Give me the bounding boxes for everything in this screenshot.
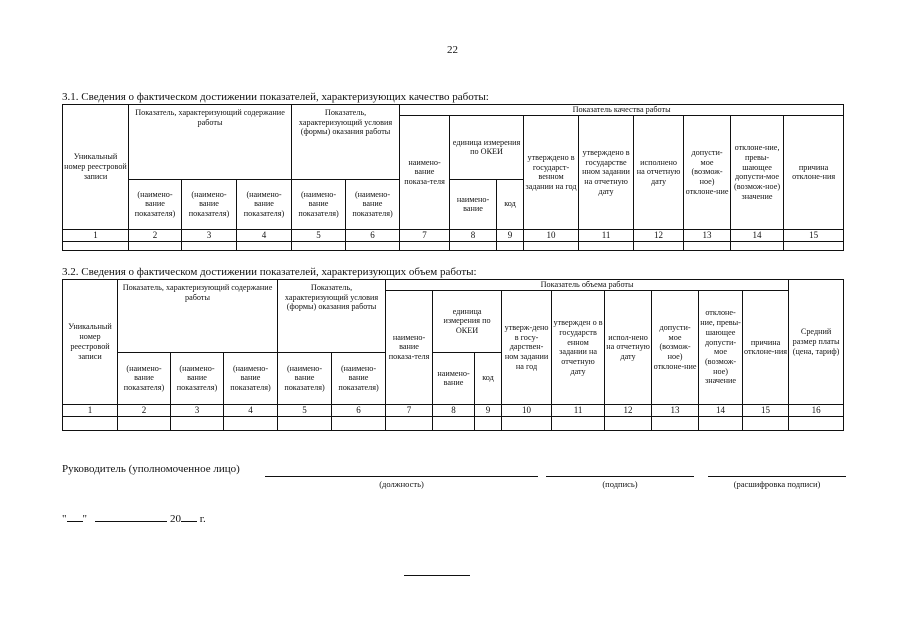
- data-cell[interactable]: [346, 241, 400, 250]
- section-title-volume: 3.2. Сведения о фактическом достижении показателей, характеризующих объем работы:: [62, 266, 477, 278]
- data-cell[interactable]: [652, 416, 699, 430]
- header-executed: исполнено на отчетную дату: [634, 115, 684, 229]
- column-number: 14: [699, 404, 743, 416]
- header-code: код: [475, 352, 502, 404]
- column-number: 3: [171, 404, 224, 416]
- column-number: 14: [731, 229, 784, 241]
- header-name: наимено-вание показа-теля: [386, 290, 433, 404]
- header-sub-name: (наимено-вание показателя): [346, 179, 400, 229]
- column-number: 16: [789, 404, 844, 416]
- data-cell[interactable]: [129, 241, 182, 250]
- decoding-field[interactable]: [708, 476, 846, 477]
- data-cell[interactable]: [605, 416, 652, 430]
- column-number: 10: [502, 404, 552, 416]
- header-sub-name: (наимено-вание показателя): [224, 352, 278, 404]
- column-number: 11: [552, 404, 605, 416]
- year-prefix: 20: [170, 513, 181, 525]
- data-cell[interactable]: [497, 241, 524, 250]
- header-deviation-allowed: допусти-мое (возмож-ное) отклоне-ние: [684, 115, 731, 229]
- header-deviation-allowed: допусти-мое (возмож-ное) отклоне-ние: [652, 290, 699, 404]
- column-number: 10: [524, 229, 579, 241]
- header-reason: причина отклоне-ния: [743, 290, 789, 404]
- position-caption: (должность): [379, 479, 424, 489]
- column-number: 4: [224, 404, 278, 416]
- decoding-caption: (расшифровка подписи): [733, 479, 821, 489]
- volume-table: [62, 279, 844, 431]
- data-cell[interactable]: [224, 416, 278, 430]
- column-number: 7: [386, 404, 433, 416]
- header-sub-name: (наимено-вание показателя): [171, 352, 224, 404]
- header-sub-name: (наимено-вание показателя): [332, 352, 386, 404]
- data-cell[interactable]: [237, 241, 292, 250]
- column-number: 15: [784, 229, 844, 241]
- data-cell[interactable]: [699, 416, 743, 430]
- header-unit-group: единица измерения по ОКЕИ: [450, 115, 524, 179]
- table-row: [63, 416, 844, 430]
- header-deviation-exceeding: отклоне-ние, превы-шающее допусти-мое (возмож-ное) значение: [731, 115, 784, 229]
- header-unique: Уникальный номер реестровой записи: [63, 280, 118, 405]
- column-number: 15: [743, 404, 789, 416]
- page-number: 22: [447, 44, 458, 56]
- column-number: 7: [400, 229, 450, 241]
- header-sub-name: (наимено-вание показателя): [118, 352, 171, 404]
- position-field[interactable]: [265, 476, 538, 477]
- header-sub-name: (наимено-вание показателя): [182, 179, 237, 229]
- header-approved-year: утверж-дено в госу-дарствен-ном задании на год: [502, 290, 552, 404]
- table-row: [63, 241, 844, 250]
- header-approved-date: утверждено в государстве нном задании на отчетную дату: [579, 115, 634, 229]
- header-sub-name: (наимено-вание показателя): [129, 179, 182, 229]
- column-number: 8: [450, 229, 497, 241]
- data-cell[interactable]: [292, 241, 346, 250]
- data-cell[interactable]: [450, 241, 497, 250]
- column-number: 13: [652, 404, 699, 416]
- header-conditions-group: Показатель, характеризующий условия (формы) оказания работы: [292, 105, 400, 180]
- data-cell[interactable]: [386, 416, 433, 430]
- header-unit-name: наимено-вание: [450, 179, 497, 229]
- data-cell[interactable]: [278, 416, 332, 430]
- column-number: 12: [605, 404, 652, 416]
- header-unit-name: наимено-вание: [433, 352, 475, 404]
- column-number: 6: [332, 404, 386, 416]
- month-field[interactable]: [95, 511, 167, 522]
- column-number: 13: [684, 229, 731, 241]
- data-cell[interactable]: [784, 241, 844, 250]
- column-number: 5: [292, 229, 346, 241]
- data-cell[interactable]: [524, 241, 579, 250]
- data-cell[interactable]: [433, 416, 475, 430]
- data-cell[interactable]: [552, 416, 605, 430]
- header-avg-fee: Средний размер платы (цена, тариф): [789, 280, 844, 405]
- header-content-group: Показатель, характеризующий содержание работы: [118, 280, 278, 353]
- data-cell[interactable]: [332, 416, 386, 430]
- header-reason: причина отклоне-ния: [784, 115, 844, 229]
- column-number: 1: [63, 404, 118, 416]
- header-name: наимено-вание показа-теля: [400, 115, 450, 229]
- data-cell[interactable]: [63, 241, 129, 250]
- data-cell[interactable]: [789, 416, 844, 430]
- header-sub-name: (наимено-вание показателя): [237, 179, 292, 229]
- header-executed: испол-нено на отчетную дату: [605, 290, 652, 404]
- open-quote: ": [62, 513, 67, 525]
- signature-label: Руководитель (уполномоченное лицо): [62, 463, 240, 475]
- column-numbers-row: [63, 229, 844, 241]
- header-sub-name: (наимено-вание показателя): [278, 352, 332, 404]
- header-code: код: [497, 179, 524, 229]
- header-unit-group: единица измерения по ОКЕИ: [433, 290, 502, 352]
- column-number: 2: [129, 229, 182, 241]
- data-cell[interactable]: [731, 241, 784, 250]
- year-field[interactable]: [181, 511, 197, 522]
- signature-field[interactable]: [546, 476, 694, 477]
- column-number: 2: [118, 404, 171, 416]
- column-number: 4: [237, 229, 292, 241]
- header-content-group: Показатель, характеризующий содержание работы: [129, 105, 292, 180]
- header-sub-name: (наимено-вание показателя): [292, 179, 346, 229]
- header-conditions-group: Показатель, характеризующий условия (формы) оказания работы: [278, 280, 386, 353]
- header-unique: Уникальный номер реестровой записи: [63, 105, 129, 230]
- column-number: 9: [475, 404, 502, 416]
- column-number: 11: [579, 229, 634, 241]
- header-indicator-group: Показатель качества работы: [400, 105, 844, 116]
- year-suffix: г.: [199, 513, 206, 525]
- data-cell[interactable]: [171, 416, 224, 430]
- quality-table: [62, 104, 844, 251]
- column-number: 1: [63, 229, 129, 241]
- footer-rule: [404, 575, 470, 576]
- data-cell[interactable]: [118, 416, 171, 430]
- header-indicator-group: Показатель объема работы: [386, 280, 789, 291]
- close-quote: ": [82, 513, 87, 525]
- data-cell[interactable]: [634, 241, 684, 250]
- column-number: 9: [497, 229, 524, 241]
- column-number: 5: [278, 404, 332, 416]
- data-cell[interactable]: [182, 241, 237, 250]
- data-cell[interactable]: [502, 416, 552, 430]
- signature-caption: (подпись): [602, 479, 638, 489]
- column-number: 3: [182, 229, 237, 241]
- column-number: 6: [346, 229, 400, 241]
- data-cell[interactable]: [475, 416, 502, 430]
- data-cell[interactable]: [743, 416, 789, 430]
- header-deviation-exceeding: отклоне-ние, превы-шающее допусти-мое (возмож-ное) значение: [699, 290, 743, 404]
- column-number: 8: [433, 404, 475, 416]
- section-title-quality: 3.1. Сведения о фактическом достижении показателей, характеризующих качество работы:: [62, 91, 489, 103]
- data-cell[interactable]: [684, 241, 731, 250]
- data-cell[interactable]: [400, 241, 450, 250]
- day-field[interactable]: [67, 511, 83, 522]
- header-approved-year: утверждено в государст-венном задании на год: [524, 115, 579, 229]
- data-cell[interactable]: [579, 241, 634, 250]
- header-approved-date: утвержден о в государств енном задании на отчетную дату: [552, 290, 605, 404]
- date-line: [62, 511, 206, 525]
- column-numbers-row: [63, 404, 844, 416]
- column-number: 12: [634, 229, 684, 241]
- data-cell[interactable]: [63, 416, 118, 430]
